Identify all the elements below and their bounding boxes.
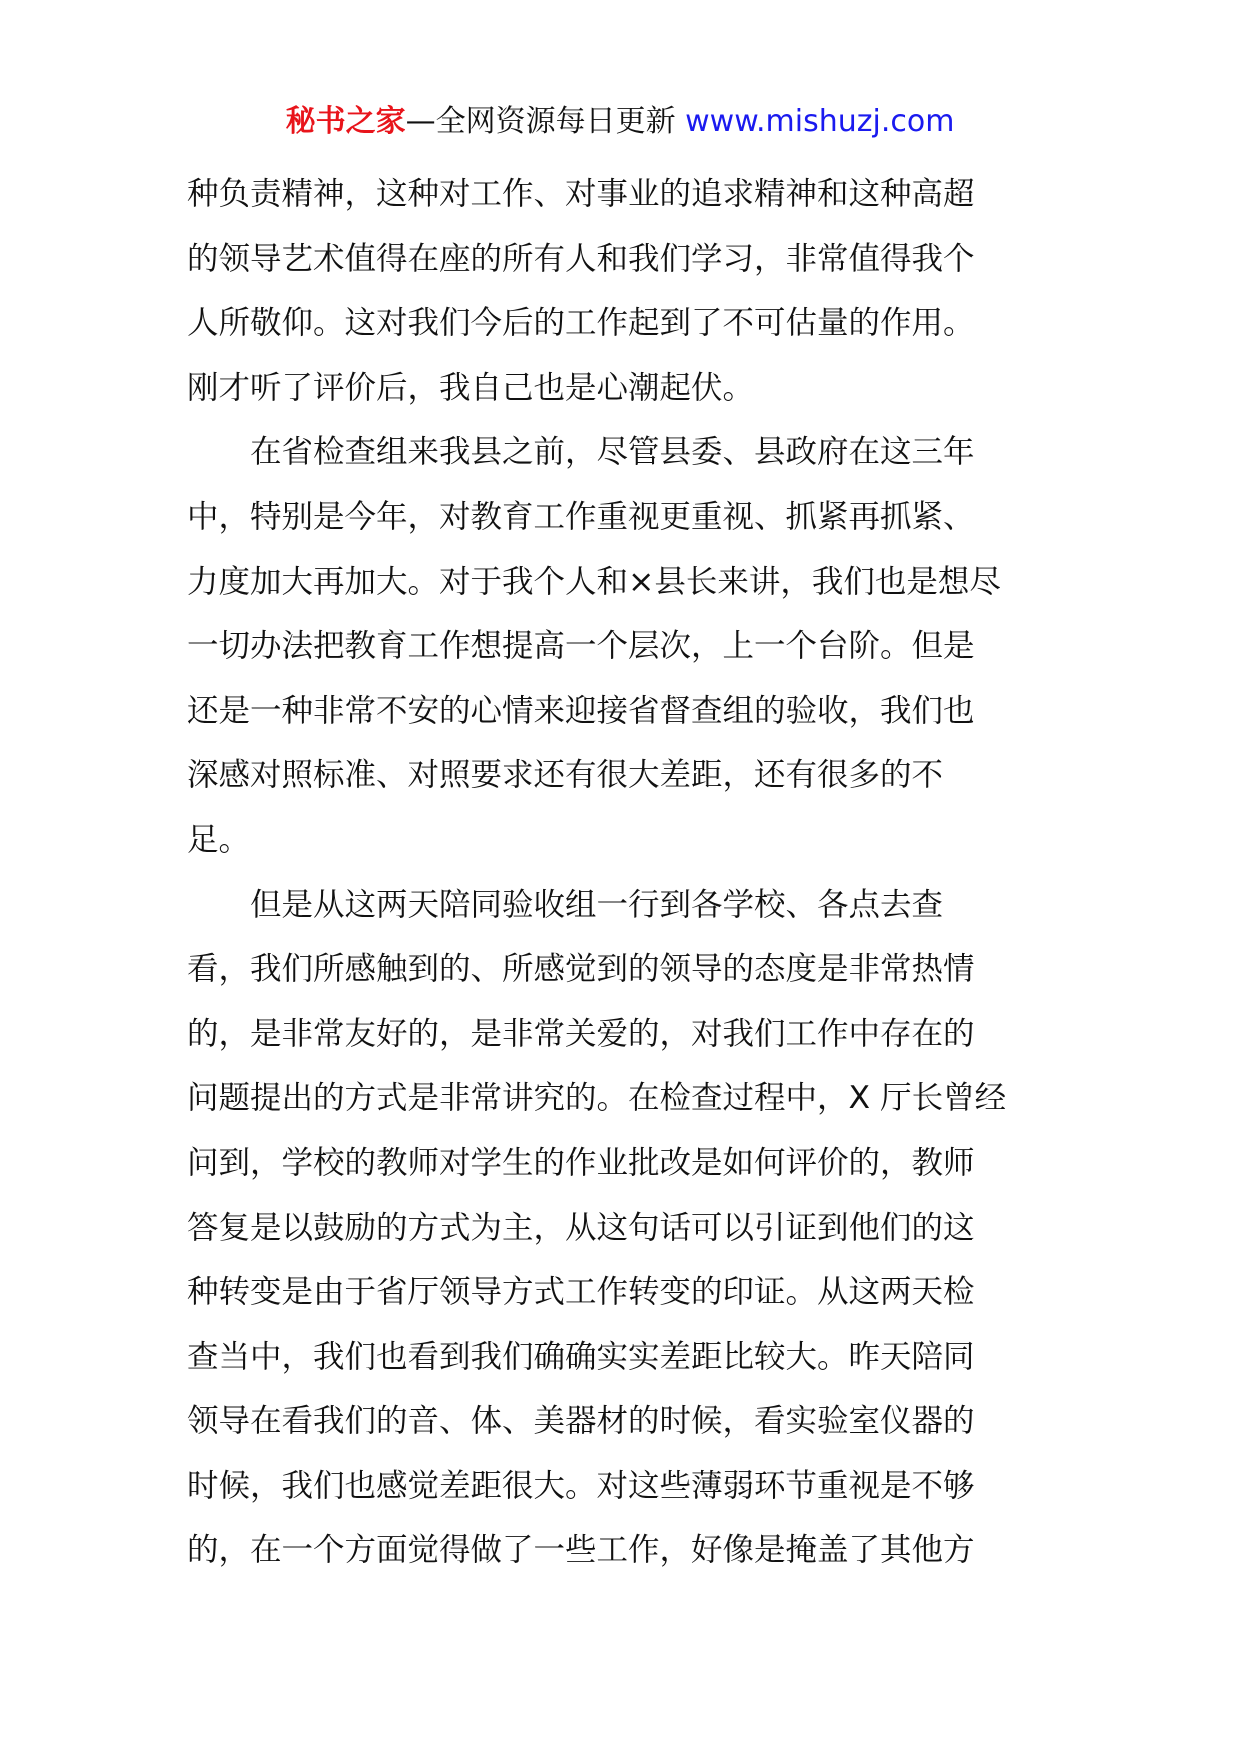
paragraph-line: 刚才听了评价后，我自己也是心潮起伏。 (187, 369, 755, 406)
paragraph-line: 一切办法把教育工作想提高一个层次，上一个台阶。但是 (187, 628, 975, 665)
header-slogan: —全网资源每日更新 (405, 104, 686, 139)
paragraph-line: 问到，学校的教师对学生的作业批改是如何评价的，教师 (187, 1144, 975, 1181)
paragraph-line: 深感对照标准、对照要求还有很大差距，还有很多的不 (187, 757, 944, 794)
paragraph-line: 的领导艺术值得在座的所有人和我们学习，非常值得我个 (187, 240, 975, 277)
brand-name: 秘书之家 (285, 104, 406, 139)
paragraph-line: 种转变是由于省厅领导方式工作转变的印证。从这两天检 (187, 1274, 975, 1311)
paragraph-line: 的，是非常友好的，是非常关爱的，对我们工作中存在的 (187, 1015, 975, 1052)
paragraph-line: 足。 (187, 821, 251, 858)
paragraph-line: 种负责精神，这种对工作、对事业的追求精神和这种高超 (187, 176, 975, 212)
paragraph-line: 领导在看我们的音、体、美器材的时候，看实验室仪器的 (187, 1403, 975, 1440)
site-url-link[interactable]: www.mishuzj.com (685, 104, 955, 139)
paragraph-line: 答复是以鼓励的方式为主，从这句话可以引证到他们的这 (187, 1209, 975, 1246)
paragraph-line: 力度加大再加大。对于我个人和×县长来讲，我们也是想尽 (187, 563, 1001, 600)
paragraph-line: 时候，我们也感觉差距很大。对这些薄弱环节重视是不够 (187, 1467, 975, 1504)
site-header (0, 100, 1240, 144)
paragraph-line: 还是一种非常不安的心情来迎接省督查组的验收，我们也 (187, 692, 975, 729)
paragraph-line: 的，在一个方面觉得做了一些工作，好像是掩盖了其他方 (187, 1532, 975, 1569)
paragraph-line: 但是从这两天陪同验收组一行到各学校、各点去查 (250, 886, 944, 923)
document-body (187, 162, 1057, 1583)
paragraph-line: 问题提出的方式是非常讲究的。在检查过程中，X 厅长曾经 (187, 1080, 1007, 1117)
paragraph-line: 在省检查组来我县之前，尽管县委、县政府在这三年 (250, 434, 975, 471)
paragraph-line: 查当中，我们也看到我们确确实实差距比较大。昨天陪同 (187, 1338, 975, 1375)
paragraph-line: 人所敬仰。这对我们今后的工作起到了不可估量的作用。 (187, 305, 975, 342)
paragraph-line: 看，我们所感触到的、所感觉到的领导的态度是非常热情 (187, 951, 975, 988)
paragraph-line: 中，特别是今年，对教育工作重视更重视、抓紧再抓紧、 (187, 498, 975, 535)
